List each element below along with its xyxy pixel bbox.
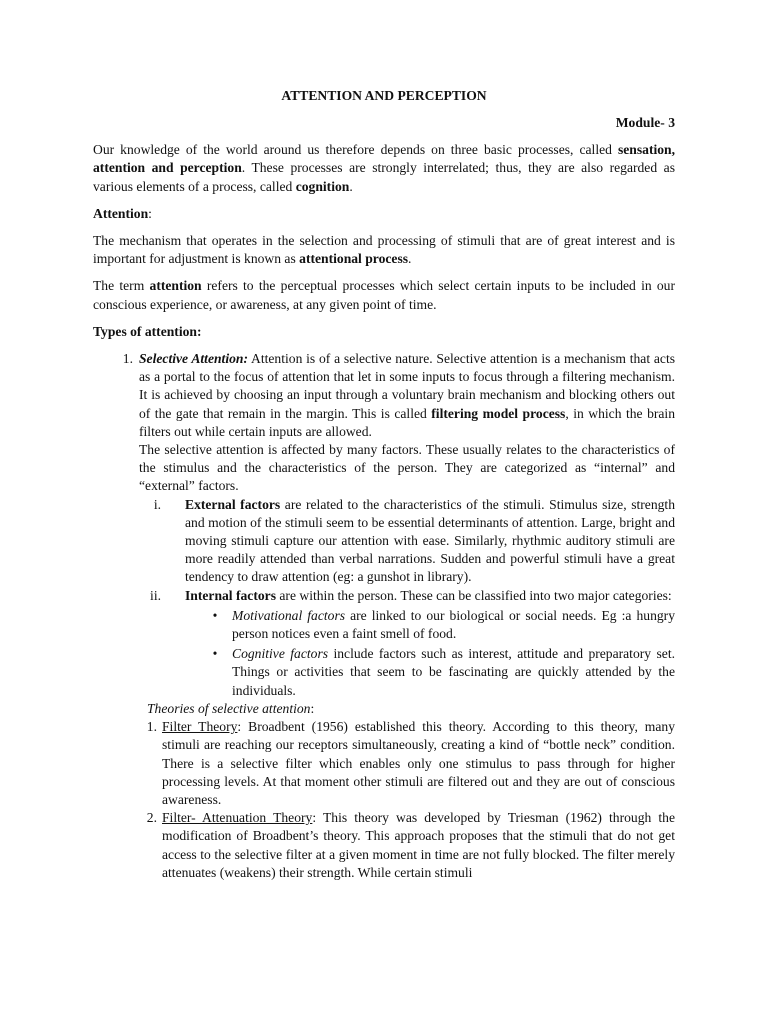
mechanism-bold: attentional process	[299, 251, 409, 267]
cognitive-text: include factors such as interest, attitude and preparatory set. Things or activities that seem to be fascinating are quickly attended by the individuals.	[232, 646, 676, 698]
selective-bold: filtering model process	[431, 405, 566, 421]
external-text: are related to the characteristics of the stimuli. Stimulus size, strength and motion of the stimuli seem to be essential determinants of attention. Large, bright and moving stimuli capture our attention with ease. Similarly, rhythmic auditory stimuli are more readily attended than verbal narrations. Sudden and powerful stimuli have a great tendency to draw attention (eg: a gunshot in library).	[185, 496, 675, 585]
list-item-external-factors	[93, 496, 675, 587]
list-item-cognitive-factors	[93, 645, 675, 700]
intro-paragraph	[93, 141, 675, 196]
mechanism-text-1: The mechanism that operates in the selection and processing of stimuli that are of great interest and is important for adjustment is known as	[93, 233, 675, 267]
selective-text-2: , in which the brain filters out while certain inputs are allowed.	[139, 405, 676, 439]
intro-text-3: .	[349, 178, 353, 194]
document-content	[93, 87, 675, 882]
list-item-attenuation-theory	[93, 809, 675, 882]
term-text-2: refers to the perceptual processes which select certain inputs to be included in our conscious experience, or awareness, at any given point of time.	[93, 278, 675, 312]
list-item-filter-theory	[93, 718, 675, 809]
theories-heading-colon: :	[310, 700, 315, 716]
internal-factors-text	[185, 587, 675, 605]
attention-heading	[93, 205, 675, 223]
external-factors-text	[185, 496, 675, 587]
list-number: ii.	[150, 587, 161, 603]
external-bold: External factors	[185, 496, 281, 512]
document-title: ATTENTION AND PERCEPTION	[281, 88, 487, 103]
internal-text: are within the person. These can be classified into two major categories:	[275, 587, 672, 603]
attenuation-theory-text	[162, 809, 675, 882]
intro-bold-cognition: cognition	[295, 178, 350, 194]
mechanism-paragraph	[93, 232, 675, 268]
attention-heading-text: Attention	[93, 205, 149, 221]
intro-text-2: . These processes are strongly interrelated; thus, they are also regarded as various elements of a process, called	[93, 160, 675, 194]
attention-heading-colon: :	[148, 205, 152, 221]
term-paragraph	[93, 277, 675, 313]
theories-heading	[147, 700, 675, 718]
bullet-icon: •	[212, 646, 218, 662]
list-number: 1.	[122, 351, 133, 367]
bullet-icon: •	[212, 607, 218, 623]
intro-text-1: Our knowledge of the world around us therefore depends on three basic processes, called	[93, 142, 618, 158]
theories-heading-text: Theories of selective attention	[147, 700, 311, 716]
term-bold: attention	[149, 278, 202, 294]
list-item-internal-factors	[93, 587, 675, 605]
term-text-1: The term	[93, 278, 150, 294]
selective-factors-paragraph: The selective attention is affected by many factors. These usually relates to the characteristics of the stimulus and the characteristics of the person. They are categorized as “internal” and “external” factors.	[139, 442, 675, 494]
list-item-selective-attention	[93, 350, 675, 496]
list-item-motivational-factors	[93, 607, 675, 643]
list-number: 2.	[146, 810, 157, 826]
filter-theory-title: Filter Theory	[162, 719, 238, 735]
selective-attention-text	[139, 350, 675, 441]
attenuation-theory-title: Filter- Attenuation Theory	[162, 810, 313, 826]
internal-bold: Internal factors	[185, 587, 276, 603]
cognitive-italic: Cognitive factors	[232, 646, 329, 662]
attenuation-theory-body: : This theory was developed by Triesman (1962) through the modification of Broadbent’s theory. This approach proposes that the stimuli that do not get access to the selective filter at a given moment in time are not fully blocked. The filter merely attenuates (weakens) their strength. While certain stimuli	[162, 810, 675, 880]
mechanism-text-2: .	[408, 251, 412, 267]
list-number: 1.	[146, 719, 157, 735]
selective-attention-label: Selective Attention:	[139, 351, 248, 367]
list-number: i.	[153, 496, 161, 512]
motivational-italic: Motivational factors	[232, 607, 346, 623]
selective-text-1: Attention is of a selective nature. Selective attention is a mechanism that acts as a portal to the focus of attention that let in some inputs to focus through a filtering mechanism. It is achieved by choosing an input through a voluntary brain mechanism and blocking others out of the gate that remain in the margin. This is called	[139, 351, 676, 421]
types-heading: Types of attention:	[93, 323, 202, 339]
intro-bold-processes: sensation, attention and perception	[93, 142, 675, 176]
types-list	[93, 350, 675, 882]
motivational-factors-text	[232, 607, 675, 643]
motivational-text: are linked to our biological or social needs. Eg :a hungry person notices even a faint smell of food.	[232, 607, 675, 642]
module-label: Module- 3	[615, 115, 675, 130]
filter-theory-body: : Broadbent (1956) established this theory. According to this theory, many stimuli are reaching our receptors simultaneously, creating a kind of “bottle neck” condition. There is a selective filter which enables only one stimulus to pass through for higher processing levels. At that moment other stimuli are filtered out and they are out of conscious awareness.	[162, 719, 675, 807]
cognitive-factors-text	[232, 645, 675, 700]
filter-theory-text	[162, 718, 675, 809]
